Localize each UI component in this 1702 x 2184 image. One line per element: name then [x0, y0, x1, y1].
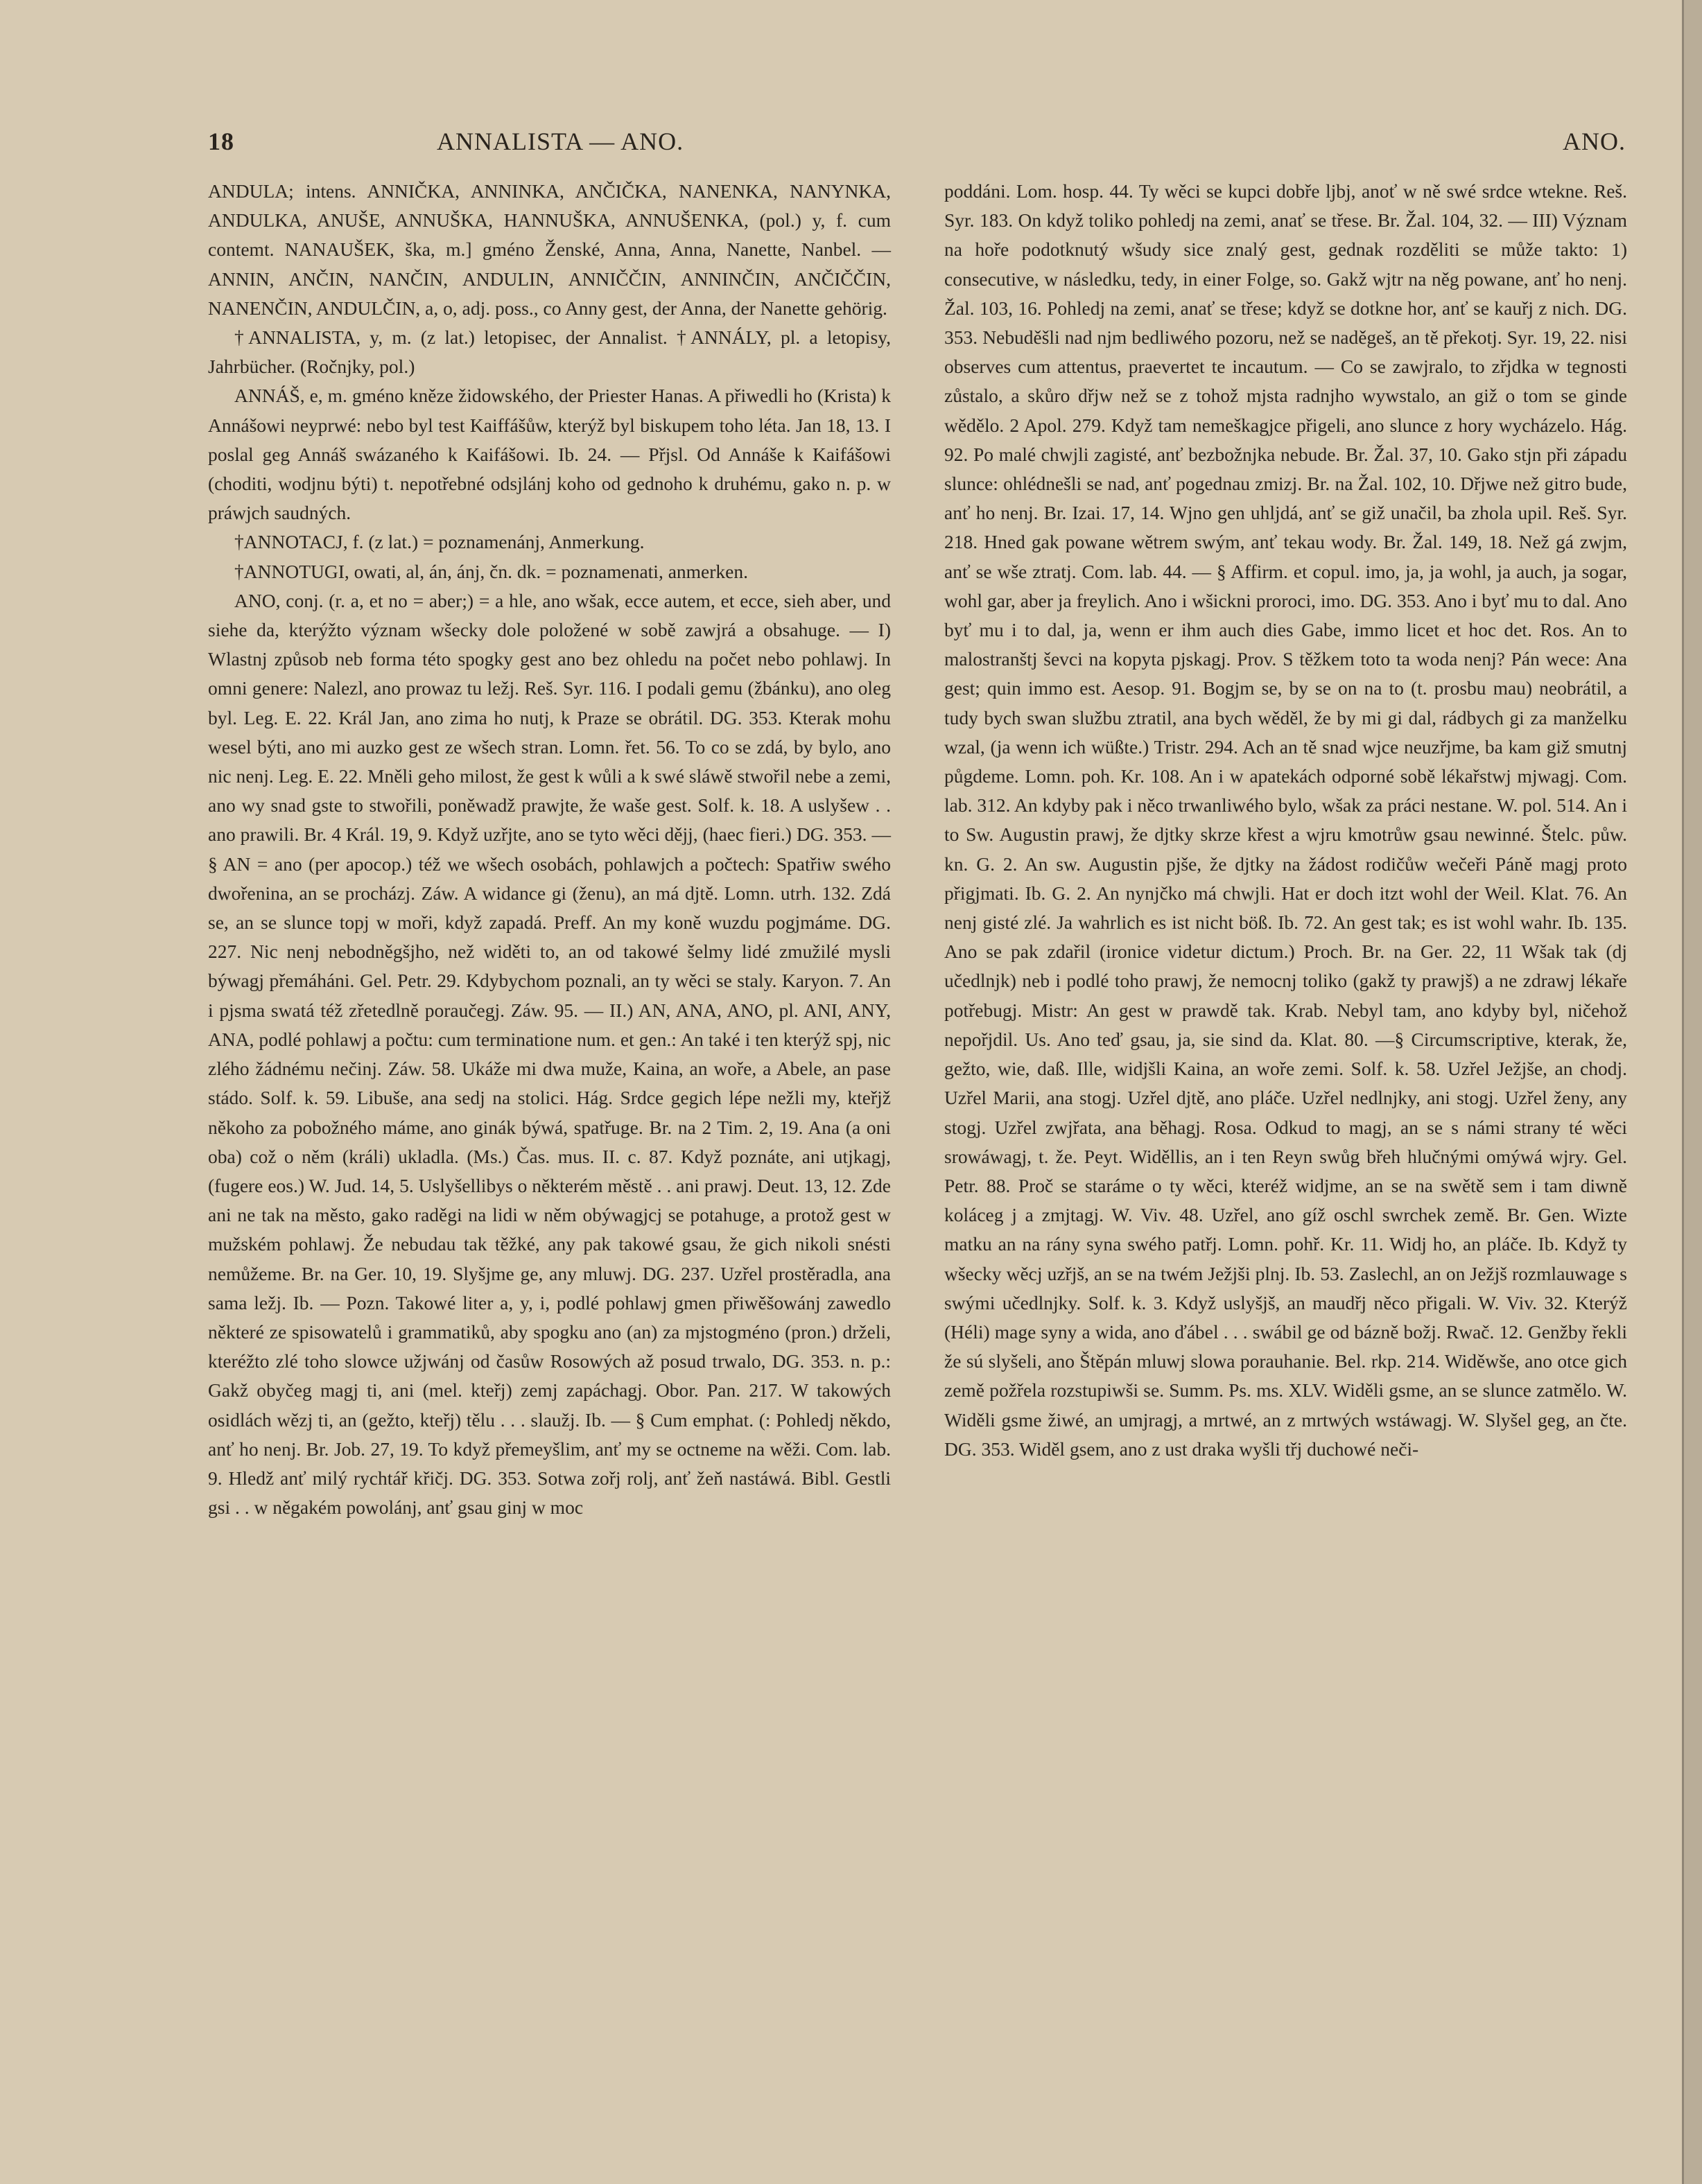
- page-header: [208, 127, 1629, 168]
- entry-paragraph: ANO, conj. (r. a, et no = aber;) = a hle, ano wšak, ecce autem, et ecce, sieh aber, und siehe da, kterýžto význam wšecky dole položené w sobě zawjrá a obsahuge. — I) Wlastnj způsob neb forma této spogky gest ano bez ohledu na počet nebo pohlawj. In omni genere: Nalezl, ano prowaz tu ležj. Reš. Syr. 116. I podali gemu (žbánku), ano oleg byl. Leg. E. 22. Král Jan, ano zima ho nutj, k Praze se obrátil. DG. 353. Kterak mohu wesel býti, ano mi auzko gest ze wšech stran. Lomn. řet. 56. To co se zdá, by bylo, ano nic nenj. Leg. E. 22. Mněli geho milost, že gest k wůli a k swé sláwě stwořil nebe a zemi, ano wy snad gste to stwořili, poněwadž prawjte, že waše gest. Solf. k. 18. A uslyšew . . ano prawili. Br. 4 Král. 19, 9. Když uzřjte, ano se tyto wěci dějj, (haec fieri.) DG. 353. — § AN = ano (per apocop.) též we wšech osobách, pohlawjch a počtech: Spatřiw swého dwořenina, an se procházj. Záw. A widance gi (ženu), an má djtě. Lomn. utrh. 132. Zdá se, an se slunce topj w moři, když zapadá. Preff. An my koně wuzdu pogjmáme. DG. 227. Nic nenj nebodněgšjho, než widěti to, an od takowé šelmy lidé zmužilé mysli býwagj přemáháni. Gel. Petr. 29. Kdybychom poznali, an ty wěci se staly. Karyon. 7. An i pjsma swatá též zřetedlně poraučegj. Záw. 95. — II.) AN, ANA, ANO, pl. ANI, ANY, ANA, podlé pohlawj a počtu: cum terminatione num. et gen.: An také i ten kterýž spj, nic zlého žádnému nečinj. Záw. 58. Ukáže mi dwa muže, Kaina, an woře, a Abele, an pase stádo. Solf. k. 59. Libuše, ana sedj na stolici. Hág. Srdce gegich lépe nežli my, kteřjž někoho za pobožného máme, ano ginák býwá, spatřuge. Br. na 2 Tim. 2, 19. Ana (a oni oba) což o něm (králi) ukladla. (Ms.) Čas. mus. II. c. 87. Když poznáte, ani utjkagj, (fugere eos.) W. Jud. 14, 5. Uslyšellibys o některém městě . . ani prawj. Deut. 13, 12. Zde ani ne tak na město, gako raděgi na lidi w něm obýwagjcj se potahuge, a protož gest w mužském pohlawj. Že nebudau tak těžké, any pak takowé gsau, že gich nikoli snésti nemůžeme. Br. na Ger. 10, 19. Slyšjme ge, any mluwj. DG. 237. Uzřel prostěradla, ana sama ležj. Ib. — Pozn. Takowé liter a, y, i, podlé pohlawj gmen přiwěšowánj zawedlo některé ze spisowatelů i grammatiků, aby spogku ano (an) za mjstogméno (pron.) drželi, kteréžto zlé toho slowce užjwánj od časůw Rosowých až posud trwalo, DG. 353. n. p.: Gakž obyčeg magj ti, ani (mel. kteřj) zemj zapáchagj. Obor. Pan. 217. W takowých osidlách wězj ti, an (gežto, kteřj) tělu . . . slaužj. Ib. — § Cum emphat. (: Pohledj někdo, anť ho nenj. Br. Job. 27, 19. To když přemeyšlim, anť my se octneme na wěži. Com. lab. 9. Hledž anť milý rychtář křičj. DG. 353. Sotwa zořj rolj, anť žeň nastáwá. Bibl. Gestli gsi . . w něgakém powolánj, anť gsau ginj w moc: [208, 589, 891, 1519]
- entry-paragraph: poddáni. Lom. hosp. 44. Ty wěci se kupci dobře ljbj, anoť w ně swé srdce wtekne. Reš. Syr. 183. On když toliko pohledj na zemi, anať se třese. Br. Žal. 104, 32. — III) Význam na hoře podotknutý wšudy sice znalý gest, gednak rozděliti se může takto: 1) consecutive, w následku, tedy, in einer Folge, so. Gakž wjtr na něg powane, anť ho nenj. Žal. 103, 16. Pohledj na zemi, anať se třese; když se dotkne hor, anť se kauřj z nich. DG. 353. Nebuděšli nad njm bedliwého pozoru, než se naděgeš, an tě překotj. Syr. 19, 22. nisi observes cum attentus, praevertet te incautum. — Co se zawjralo, to zřjdka w tegnosti zůstalo, a skůro dřjw než se z tohož mjsta radnjho wywstalo, an giž o tom se ginde wědělo. 2 Apol. 279. Když tam nemeškagjce přigeli, ano slunce z hory wycházelo. Hág. 92. Po malé chwjli zagisté, anť bezbožnjka nebude. Br. Žal. 37, 10. Gako stjn při západu slunce: ohlédnešli se nad, anť pogednau zmizj. Br. na Žal. 102, 10. Dřjwe než gitro bude, anť ho nenj. Br. Izai. 17, 14. Wjno gen uhljdá, anť se giž unačil, ba zhola upil. Reš. Syr. 218. Hned gak powane wětrem swým, anť tekau wody. Br. Žal. 149, 18. Než gá zwjm, anť se wše ztratj. Com. lab. 44. — § Affirm. et copul. imo, ja, ja wohl, ja auch, ja sogar, wohl gar, aber ja freylich. Ano i wšickni proroci, imo. DG. 353. Ano i byť mu to dal. Ano byť mu i to dal, ja, wenn er ihm auch dies Gabe, immo licet et hoc det. Ros. An to malostranštj ševci na kopyta pjskagj. Prov. S těžkem toto ta woda nenj? Pán wece: Ana gest; quin immo est. Aesop. 91. Bogjm se, by se on na to (t. prosbu mau) neobrátil, a tudy bych swan službu ztratil, ana bych wěděl, že by mi gi dal, rádbych gi za manželku wzal, (ja wenn ich wüßte.) Tristr. 294. Ach an tě snad wjce neuzřjme, ba kam giž smutnj půgdeme. Lomn. poh. Kr. 108. An i w apatekách odporné sobě lékařstwj mjwagj. Com. lab. 312. An kdyby pak i něco trwanliwého bylo, wšak za práci nestane. W. pol. 514. An i to Sw. Augustin prawj, že djtky skrze křest a wjru kmotrůw gsau newinné. Štelc. půw. kn. G. 2. An sw. Augustin pjše, že djtky na žádost rodičůw wečeři Páně magj proto přigjmati. Ib. G. 2. An nynjčko má chwjli. Hat er doch itzt wohl der Weil. Klat. 76. An nenj gisté zlé. Ja wahrlich es ist nicht böß. Ib. 72. An gest tak; es ist wohl wahr. Ib. 135. Ano se pak zdařil (ironice videtur dictum.) Proch. Br. na Ger. 22, 11 Wšak tak (dj učedlnjk) neb i podlé toho prawj, že nemocnj toliko (gakž ty prawjš) a ne zdrawj lékaře potřebugj. Mistr: An gest w prawdě tak. Krab. Nebyl tam, ano kdyby byl, ničehož nepořjdil. Us. Ano teď gsau, ja, sie sind da. Klat. 80. —§ Circumscriptive, kterak, že, gežto, wie, daß. Ille, widjšli Kaina, an woře zemi. Solf. k. 58. Uzřel Ježjše, an chodj. Uzřel Marii, ana stogj. Uzřel djtě, ano pláče. Uzřel nedlnjky, ani stogj. Uzřel ženy, any stogj. Uzřel zwjřata, ana běhagj. Rosa. Odkud to magj, an se s námi strany té wěci srowáwagj, t. že. Peyt. Widěllis, an i ten Reyn swůg břeh hlučnými omýwá wjry. Gel. Petr. 88. Proč se staráme o ty wěci, kteréž widjme, an se na swětě sem i tam diwně koláceg j a zmjtagj. W. Viv. 48. Uzřel, ano gíž oschl swrchek země. Br. Gen. Wizte matku an na rány syna swého patřj. Lomn. pohř. Kr. 11. Widj ho, an pláče. Ib. Když ty wšecky wěcj uzřjš, an se na twém Ježjši plnj. Ib. 53. Zaslechl, an on Ježjš rozmlauwage s swými učedlnjky. Solf. k. 3. Když uslyšjš, an maudřj něco přigali. W. Viv. 32. Kterýž (Héli) mage syny a wida, ano ďábel . . . swábil ge od bázně božj. Rwač. 12. Genžby řekli že sú slyšeli, ano Štěpán mluwj slowa porauhanie. Bel. rkp. 214. Widěwše, ano otce gich země požřela rozstupiwši se. Summ. Ps. ms. XLV. Widěli gsme, an se slunce zatmělo. W. Widěli gsme žiwé, an umjragj, a mrtwé, an z mrtwých wstáwagj. W. Slyšel geg, an čte. DG. 353. Widěl gsem, ano z ust draka wyšli třj duchowé neči-: [944, 180, 1627, 1460]
- page-number: 18: [208, 128, 234, 155]
- right-column: [944, 177, 1627, 1464]
- running-title: ANNALISTA — ANO.: [437, 128, 684, 155]
- running-title-right: ANO.: [1563, 128, 1626, 155]
- entry-paragraph: ANDULA; intens. ANNIČKA, ANNINKA, ANČIČKA, NANENKA, NANYNKA, ANDULKA, ANUŠE, ANNUŠKA, HANNUŠKA, ANNUŠENKA, (pol.) y, f. cum contemt. NANAUŠEK, ška, m.] gméno Ženské, Anna, Anna, Nanette, Nanbel. — ANNIN, ANČIN, NANČIN, ANDULIN, ANNIČČIN, ANNINČIN, ANČIČČIN, NANENČIN, ANDULČIN, a, o, adj. poss., co Anny gest, der Anna, der Nanette gehörig.: [208, 180, 891, 319]
- entry-paragraph: †ANNOTUGI, owati, al, án, ánj, čn. dk. = poznamenati, anmerken.: [234, 560, 748, 582]
- entry-paragraph: ANNÁŠ, e, m. gméno kněze židowského, der Priester Hanas. A přiwedli ho (Krista) k Annášowi neyprwé: nebo byl test Kaiffášůw, kterýž byl biskupem toho léta. Jan 18, 13. I poslal geg Annáš swázaného k Kaifášowi. Ib. 24. — Přjsl. Od Annáše k Kaifášowi (choditi, wodjnu býti) t. nepotřebné odsjlánj koho od gednoho k druhému, gako n. p. w práwjch saudných.: [208, 385, 891, 524]
- entry-paragraph: †ANNALISTA, y, m. (z lat.) letopisec, der Annalist. †ANNÁLY, pl. a letopisy, Jahrbücher. (Ročnjky, pol.): [208, 326, 891, 378]
- entry-paragraph: †ANNOTACJ, f. (z lat.) = poznamenánj, Anmerkung.: [234, 531, 645, 553]
- left-column: [208, 177, 891, 1522]
- page-edge: [1682, 0, 1702, 2184]
